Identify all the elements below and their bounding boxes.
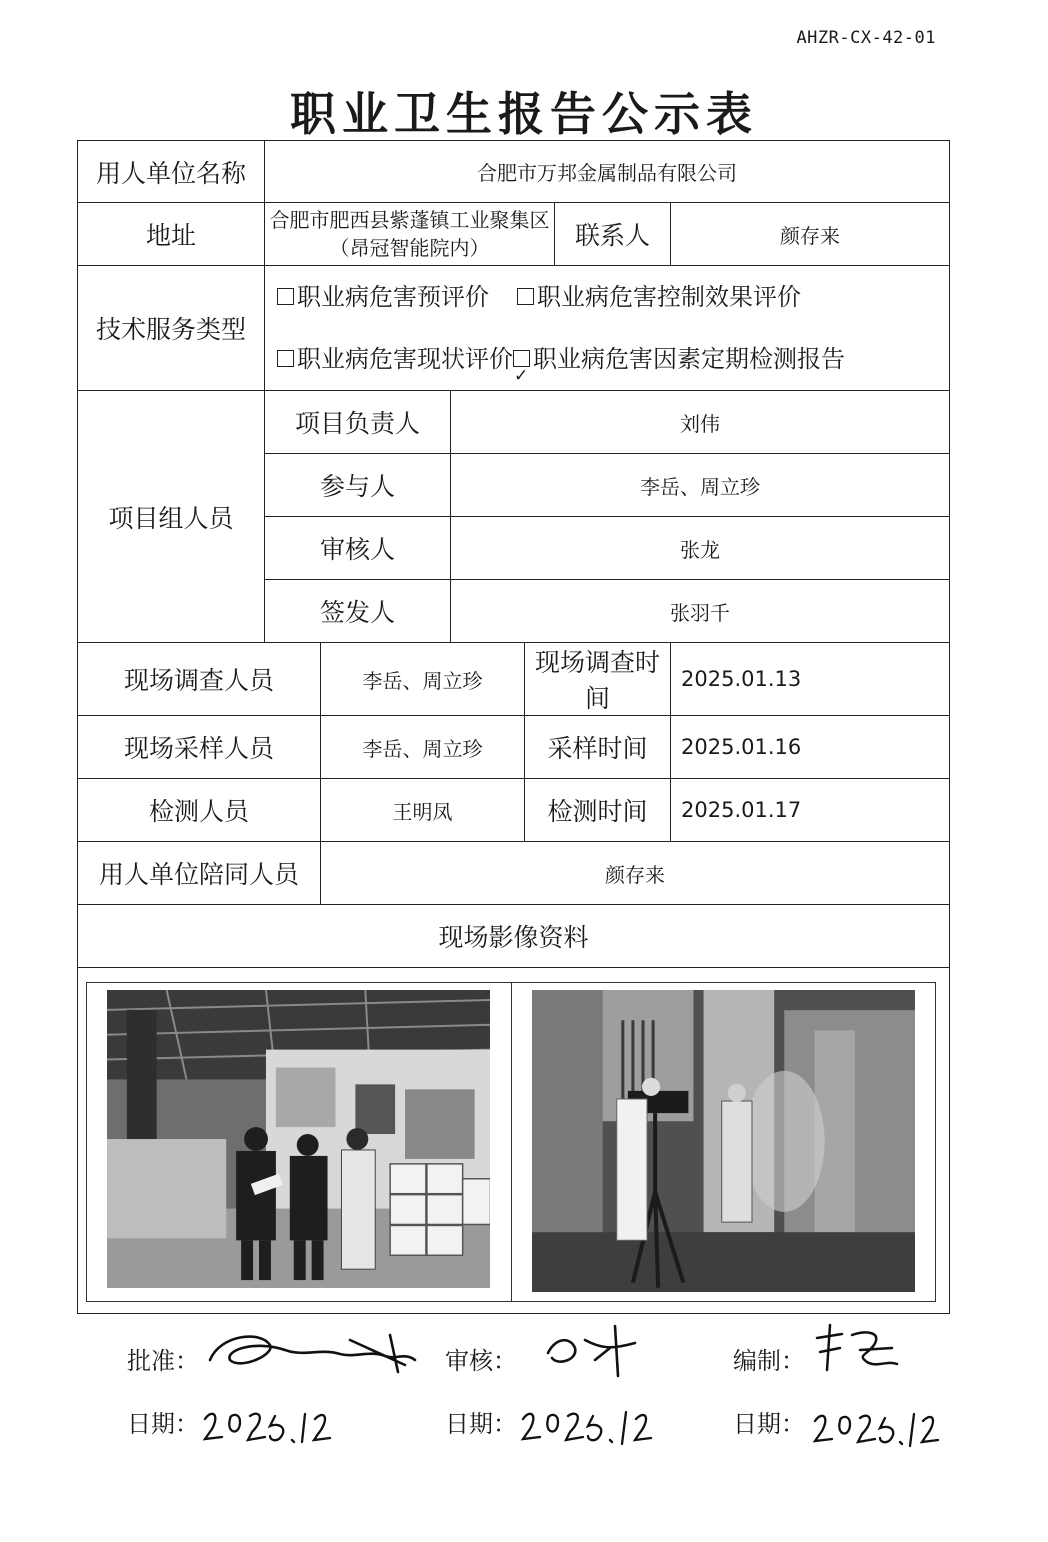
team-name: 张羽千 bbox=[451, 580, 950, 643]
employer-value: 合肥市万邦金属制品有限公司 bbox=[265, 141, 950, 203]
survey-label: 现场调查人员 bbox=[78, 643, 321, 716]
address-line-2: （昂冠智能院内） bbox=[329, 236, 490, 260]
compile-date-handwritten bbox=[810, 1406, 950, 1451]
service-options-line-1 bbox=[277, 266, 945, 328]
escort-value: 颜存来 bbox=[321, 842, 950, 905]
address-label: 地址 bbox=[78, 203, 265, 266]
service-options-line-2 bbox=[277, 328, 945, 390]
option-label: 职业病危害预评价 bbox=[297, 283, 489, 311]
team-role: 参与人 bbox=[265, 454, 451, 517]
approve-date-handwritten bbox=[200, 1404, 340, 1449]
checkbox-icon bbox=[277, 288, 294, 305]
team-name: 张龙 bbox=[451, 517, 950, 580]
escort-label: 用人单位陪同人员 bbox=[78, 842, 321, 905]
document-code: AHZR-CX-42-01 bbox=[796, 28, 936, 48]
photos-header-row bbox=[78, 905, 950, 968]
option-label: 职业病危害现状评价 bbox=[297, 345, 513, 373]
photos-frame bbox=[86, 982, 936, 1302]
team-role: 审核人 bbox=[265, 517, 451, 580]
reviewer-signature-image bbox=[540, 1318, 650, 1383]
escort-row bbox=[78, 842, 950, 905]
survey-time: 2025.01.13 bbox=[671, 643, 950, 716]
survey-row bbox=[78, 643, 950, 716]
sampling-people: 李岳、周立珍 bbox=[321, 716, 525, 779]
review-label: 审核： bbox=[445, 1347, 517, 1375]
testing-label: 检测人员 bbox=[78, 779, 321, 842]
review-date-label: 日期： bbox=[445, 1410, 517, 1438]
site-photo-sampling bbox=[532, 990, 915, 1293]
checkbox-icon bbox=[277, 350, 294, 367]
survey-time-label: 现场调查时间 bbox=[525, 643, 671, 716]
checkbox-pre-assessment[interactable] bbox=[277, 283, 489, 311]
team-name: 李岳、周立珍 bbox=[451, 454, 950, 517]
checkbox-control-effect[interactable] bbox=[517, 283, 801, 311]
testing-people: 王明凤 bbox=[321, 779, 525, 842]
checkbox-icon bbox=[517, 288, 534, 305]
sampling-time-label: 采样时间 bbox=[525, 716, 671, 779]
service-type-options bbox=[265, 266, 950, 391]
photos-cell bbox=[78, 968, 950, 1314]
review-date-handwritten bbox=[518, 1404, 663, 1449]
site-photo-workshop bbox=[107, 990, 490, 1288]
approve-date-label: 日期： bbox=[127, 1410, 199, 1438]
photo-slot-left bbox=[87, 983, 511, 1301]
compile-date-label: 日期： bbox=[733, 1410, 805, 1438]
team-role: 签发人 bbox=[265, 580, 451, 643]
contact-label: 联系人 bbox=[555, 203, 671, 266]
compiler-signature-image bbox=[812, 1320, 902, 1380]
service-type-label: 技术服务类型 bbox=[78, 266, 265, 391]
checkbox-checked-icon bbox=[513, 350, 530, 367]
checkbox-status-assessment[interactable] bbox=[277, 345, 513, 373]
checkbox-periodic-testing[interactable] bbox=[513, 345, 845, 373]
disclosure-form-table bbox=[77, 140, 950, 1314]
photo-slot-right bbox=[511, 983, 936, 1301]
approver-signature-image bbox=[200, 1320, 425, 1380]
photos-label: 现场影像资料 bbox=[78, 905, 950, 968]
sampling-label: 现场采样人员 bbox=[78, 716, 321, 779]
testing-time-label: 检测时间 bbox=[525, 779, 671, 842]
survey-people: 李岳、周立珍 bbox=[321, 643, 525, 716]
compile-label: 编制： bbox=[733, 1347, 805, 1375]
employer-row bbox=[78, 141, 950, 203]
option-label: 职业病危害因素定期检测报告 bbox=[533, 345, 845, 373]
address-line-1: 合肥市肥西县紫蓬镇工业聚集区 bbox=[269, 208, 550, 232]
testing-row bbox=[78, 779, 950, 842]
team-label: 项目组人员 bbox=[78, 391, 265, 643]
sampling-time: 2025.01.16 bbox=[671, 716, 950, 779]
team-name: 刘伟 bbox=[451, 391, 950, 454]
testing-time: 2025.01.17 bbox=[671, 779, 950, 842]
contact-value: 颜存来 bbox=[671, 203, 950, 266]
address-value bbox=[265, 203, 555, 266]
team-role: 项目负责人 bbox=[265, 391, 451, 454]
service-type-row bbox=[78, 266, 950, 391]
sampling-row bbox=[78, 716, 950, 779]
page-title: 职业卫生报告公示表 bbox=[290, 87, 758, 141]
address-row bbox=[78, 203, 950, 266]
option-label: 职业病危害控制效果评价 bbox=[537, 283, 801, 311]
photos-row bbox=[78, 968, 950, 1314]
approve-label: 批准： bbox=[127, 1347, 199, 1375]
employer-label: 用人单位名称 bbox=[78, 141, 265, 203]
